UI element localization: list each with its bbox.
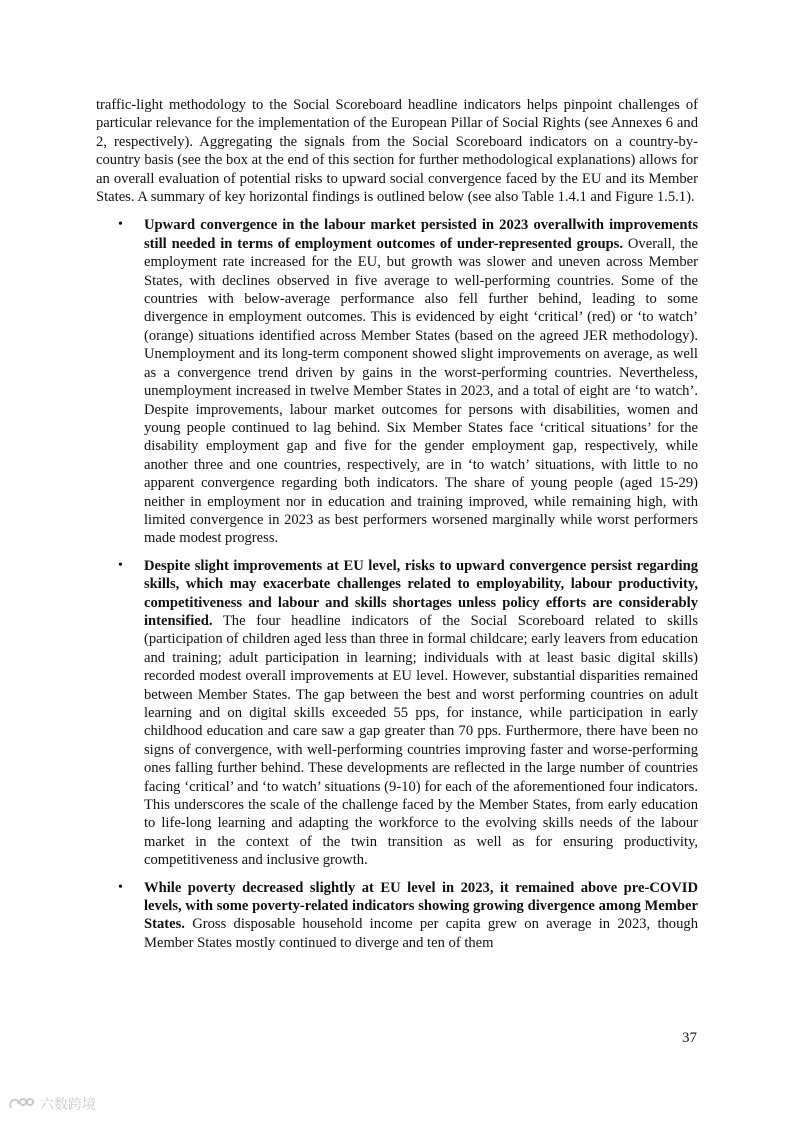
bullet-body-text: Overall, the employment rate increased for the EU, but growth was slower and uneven across Member States, with declines observed in five average to well-performing countries. Some of the countries with below-average performance also fell further behind, leading to some divergence in employment outcomes. This is evidenced by eight ‘critical’ (red) or ‘to watch’ (orange) situations identified across Member States (based on the agreed JER methodology). Unemployment and its long-term component showed slight improvements on average, as well as a convergence trend driven by gains in the worst-performing countries. Nevertheless, unemployment increased in twelve Member States in 2023, and a total of eight are ‘to watch’. Despite improvements, labour market outcomes for persons with disabilities, women and young people continued to lag behind. Six Member States face ‘critical situations’ for the disability employment gap and five for the gender employment gap, respectively, while another three and one countries, respectively, are in ‘to watch’ situations, with little to no apparent convergence regarding both indicators. The share of young people (aged 15-29) neither in employment nor in education and training improved, while remaining high, with limited convergence in 2023 as best performers worsened marginally while worst performers made modest progress. [144, 235, 698, 547]
page-number: 37 [682, 1030, 697, 1046]
intro-paragraph: traffic-light methodology to the Social Scoreboard headline indicators helps pinpoint challenges of particular relevance for the implementation of the European Pillar of Social Rights (see Annexes 6 and 2, respectively). Aggregating the signals from the Social Scoreboard indicators on a country-by-country basis (see the box at the end of this section for further methodological explanations) allows for an overall evaluation of potential risks to upward social convergence faced by the EU and its Member States. A summary of key horizontal findings is outlined below (see also Table 1.4.1 and Figure 1.5.1). [96, 97, 698, 206]
bullet-icon: • [118, 217, 123, 233]
watermark-text: 六数跨境 [40, 1097, 96, 1113]
list-item [96, 216, 698, 547]
list-item [96, 879, 698, 953]
bullet-icon: • [118, 879, 123, 895]
bullet-body-text: The four headline indicators of the Social Scoreboard related to skills (participation of children aged less than three in formal childcare; early leavers from education and training; adult participation in learning; individuals with at least basic digital skills) recorded modest overall improvements at EU level. However, substantial disparities remained between Member States. The gap between the best and worst performing countries on adult learning and on digital skills exceeded 55 pps, for instance, while participation in early childhood education and care saw a gap greater than 70 pps. Furthermore, there have been no signs of convergence, with well-performing countries improving faster and worse-performing ones falling further behind. These developments are reflected in the large number of countries facing ‘critical’ and ‘to watch’ situations (9-10) for each of the aforementioned four indicators. This underscores the scale of the challenge faced by the Member States, from early education to life-long learning and adapting the workforce to the evolving skills needs of the labour market in the context of the twin transition as well as for ensuring productivity, competitiveness and inclusive growth. [144, 612, 698, 869]
bullet-icon: • [118, 557, 123, 573]
bullet-body-text: Gross disposable household income per capita grew on average in 2023, though Member States mostly continued to diverge and ten of them [144, 916, 698, 951]
watermark-logo-icon [8, 1096, 36, 1112]
list-item [96, 557, 698, 870]
bullet-lead-text: Despite slight improvements at EU level, risks to upward convergence persist regarding skills, which may exacerbate challenges related to employability, labour productivity, competitiveness and labour and skills shortages unless policy efforts are considerably intensified. [144, 557, 698, 629]
findings-list [96, 216, 698, 952]
watermark [8, 1094, 96, 1114]
document-page [96, 96, 698, 961]
bullet-lead-text: While poverty decreased slightly at EU level in 2023, it remained above pre-COVID levels, with some poverty-related indicators showing growing divergence among Member States. [144, 879, 698, 933]
bullet-lead-text: Upward convergence in the labour market persisted in 2023 overallwith improvements still needed in terms of employment outcomes of under-represented groups. [144, 217, 698, 252]
